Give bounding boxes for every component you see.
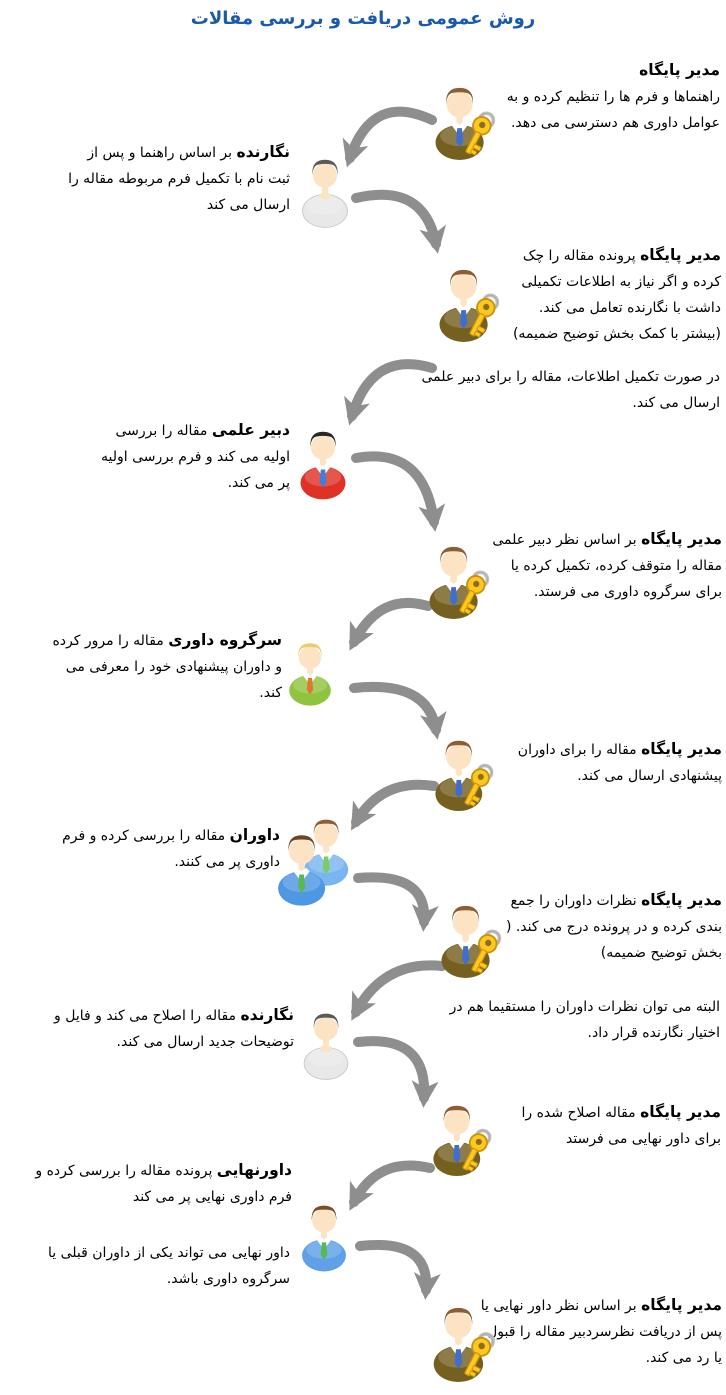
author-icon [296,152,354,230]
note-final-reviewer-choice: داور نهایی می تواند یکی از داوران قبلی یا سرگروه داوری باشد. [47,1245,290,1287]
arrow-10 [358,1041,424,1098]
step-text-admin-check: مدیر پایگاه پرونده مقاله را چک کرده و اگر نیاز به اطلاعات تکمیلی داشت با نگارنده تعامل می کند. (بیشتر با کمک بخش توضیح ضمیمه) [512,246,721,342]
scientific-editor-icon [294,424,352,502]
note-send-to-editor: در صورت تکمیل اطلاعات، مقاله را برای دبیر علمی ارسال می کند. [421,369,720,411]
author-icon [298,1006,354,1082]
arrow-1 [350,112,432,158]
site-admin-icon [430,76,504,170]
site-admin-icon [424,534,498,630]
arrow-6 [354,687,436,730]
step-text-admin-send-reviewers: مدیر پایگاه مقاله را برای داوران پیشنهادی ارسال می کند. [517,740,722,784]
arrow-4 [356,456,434,522]
step-text-reviewers: داوران مقاله را بررسی کرده و فرم داوری پر می کنند. [62,826,280,870]
step-text-final-reviewer: داورنهایی پرونده مقاله را بررسی کرده و فرم داوری نهایی پر می کند [35,1161,292,1205]
page-title: روش عمومی دریافت و بررسی مقالات [190,8,536,29]
step-text-review-head: سرگروه داوری مقاله را مرور کرده و داوران پیشنهادی خود را معرفی می کند. [52,631,282,701]
site-admin-icon [428,1094,500,1186]
final-reviewer-icon [294,1198,354,1274]
reviewers-icon [274,812,358,908]
step-text-author-submit: نگارنده بر اساس راهنما و پس از ثبت نام با تکمیل فرم مربوطه مقاله را ارسال می کند [68,143,290,213]
arrow-12 [360,1245,426,1290]
note-direct-to-author: البته می توان نظرات داوران را مستقیما هم در اختیار نگارنده قرار داد. [449,999,720,1041]
step-text-author-revise: نگارنده مقاله را اصلاح می کند و فایل و توضیحات جدید ارسال می کند. [54,1006,294,1050]
arrow-2 [356,195,436,244]
review-head-icon [278,636,342,708]
arrow-11 [354,1166,430,1202]
site-admin-icon [430,730,502,820]
step-text-admin-decision: مدیر پایگاه بر اساس نظر دبیر علمی مقاله را متوقف کرده، تکمیل کرده یا برای سرگروه داوری می فرستد. [492,530,722,600]
step-text-admin-accept-reject: مدیر پایگاه بر اساس نظر داور نهایی یا پس از دریافت نظرسردبیر مقاله را قبول یا رد می کند. [480,1296,722,1366]
step-text-scientific-editor: دبیر علمی مقاله را بررسی اولیه می کند و فرم بررسی اولیه پر می کند. [100,421,290,491]
site-admin-icon [436,892,510,990]
step-text-admin-final-send: مدیر پایگاه مقاله اصلاح شده را برای داور نهایی می فرستد [521,1103,721,1147]
site-admin-icon [428,1294,504,1394]
step-text-admin-aggregate: مدیر پایگاه نظرات داوران را جمع بندی کرده و در پرونده درج می کند. ( بخش توضیح ضمیمه) [505,891,722,961]
site-admin-icon [434,256,508,354]
step-text-admin-setup: مدیر پایگاه راهنماها و فرم ها را تنظیم کرده و به عوامل داوری هم دسترسی می دهد. [506,61,720,131]
arrow-7 [356,785,434,822]
arrow-8 [358,877,424,922]
arrow-5 [354,603,428,642]
